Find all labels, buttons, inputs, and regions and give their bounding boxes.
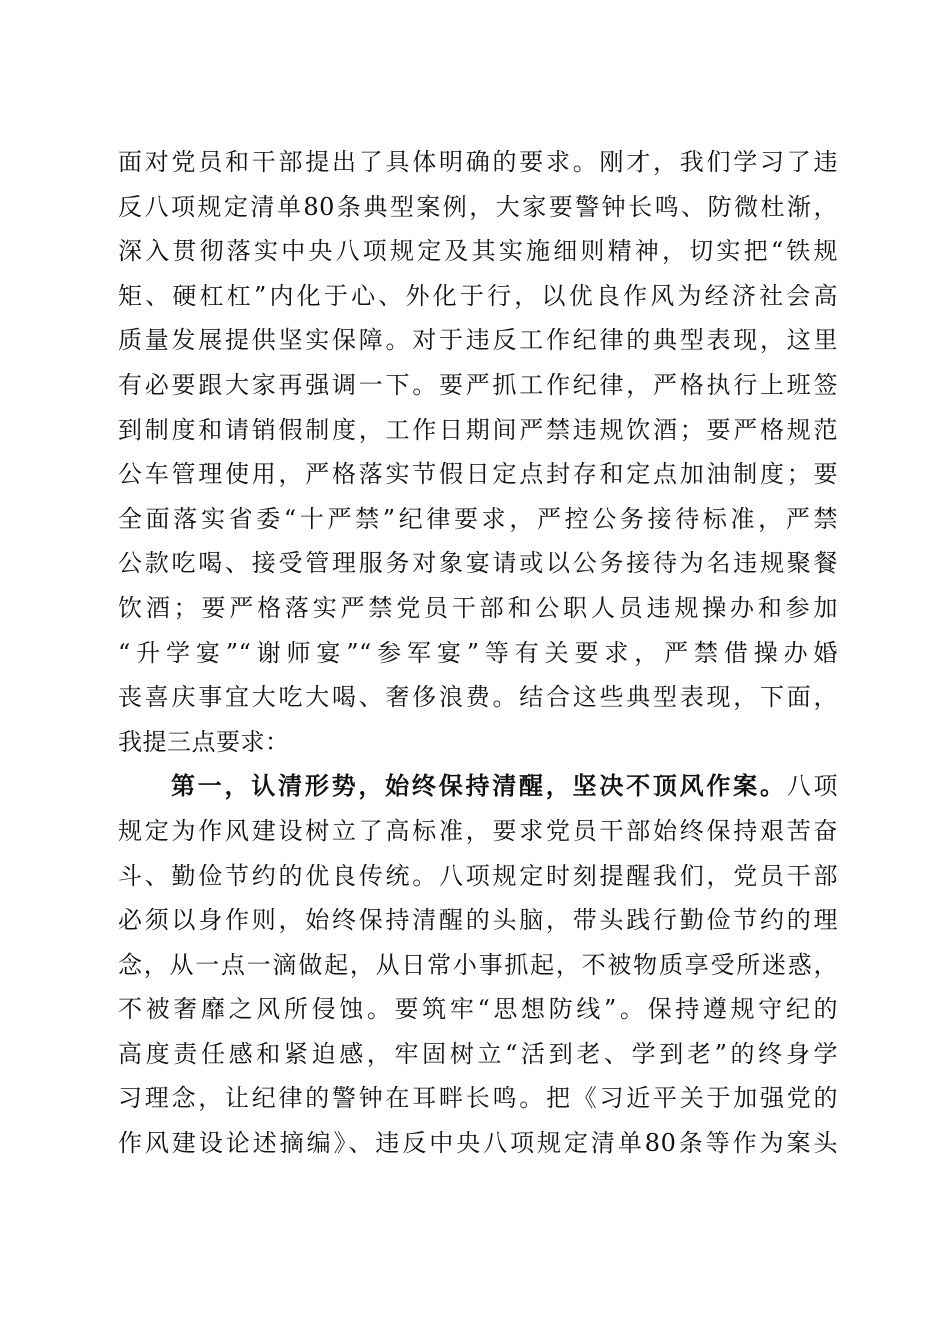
text-line: 质量发展提供坚实保障。对于违反工作纪律的典型表现，这里 — [118, 326, 838, 355]
text-line: 作风建设论述摘编》、违反中央八项规定清单80条等作为案头 — [118, 1129, 838, 1158]
text-line: 习理念，让纪律的警钟在耳畔长鸣。把《习近平关于加强党的 — [118, 1084, 838, 1113]
text-line: 到制度和请销假制度，工作日期间严禁违规饮酒；要严格规范 — [118, 415, 838, 444]
text-line: 丧喜庆事宜大吃大喝、奢侈浪费。结合这些典型表现，下面， — [118, 683, 838, 712]
heading-line-rest: 八项 — [786, 772, 839, 801]
text-line: 面对党员和干部提出了具体明确的要求。刚才，我们学习了违 — [118, 148, 838, 176]
text-line: 公款吃喝、接受管理服务对象宴请或以公务接待为名违规聚餐 — [118, 549, 838, 578]
text-line: 饮酒；要严格落实严禁党员干部和公职人员违规操办和参加 — [118, 593, 838, 622]
text-line: 深入贯彻落实中央八项规定及其实施细则精神，切实把“铁规 — [118, 237, 838, 266]
text-line: 念，从一点一滴做起，从日常小事抓起，不被物质享受所迷惑， — [118, 950, 838, 979]
text-line: 斗、勤俭节约的优良传统。八项规定时刻提醒我们，党员干部 — [118, 861, 838, 890]
text-line: 矩、硬杠杠”内化于心、外化于行，以优良作风为经济社会高 — [118, 281, 838, 310]
text-line: “升学宴”“谢师宴”“参军宴”等有关要求，严禁借操办婚 — [118, 638, 838, 667]
text-line: 全面落实省委“十严禁”纪律要求，严控公务接待标准，严禁 — [118, 504, 838, 533]
text-line: 我提三点要求： — [118, 727, 290, 756]
text-line: 高度责任感和紧迫感，牢固树立“活到老、学到老”的终身学 — [118, 1039, 838, 1068]
section-heading: 第一，认清形势，始终保持清醒，坚决不顶风作案。 — [171, 771, 787, 801]
text-line: 规定为作风建设树立了高标准，要求党员干部始终保持艰苦奋 — [118, 816, 838, 845]
text-line: 不被奢靡之风所侵蚀。要筑牢“思想防线”。保持遵规守纪的 — [118, 995, 838, 1024]
text-line: 必须以身作则，始终保持清醒的头脑，带头践行勤俭节约的理 — [118, 906, 838, 935]
paragraph-heading-line — [118, 764, 838, 809]
text-line: 反八项规定清单80条典型案例，大家要警钟长鸣、防微杜渐， — [118, 192, 838, 221]
text-line: 公车管理使用，严格落实节假日定点封存和定点加油制度；要 — [118, 460, 838, 489]
text-line: 有必要跟大家再强调一下。要严抓工作纪律，严格执行上班签 — [118, 370, 838, 399]
body-text — [118, 140, 838, 1166]
